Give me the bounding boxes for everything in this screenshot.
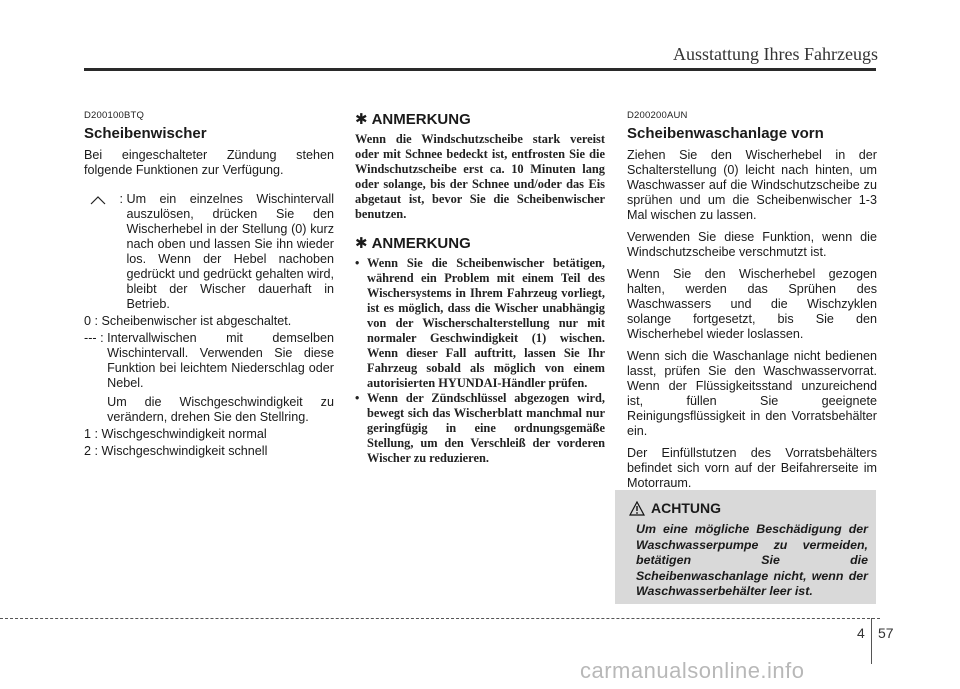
bullet-item: • Wenn Sie die Scheibenwischer betätigen, während ein Problem mit einem Teil des Wischersystems in Ihrem Fahrzeug vorliegt, ist es möglich, dass die Wischer unabhängig von der Wischerschalterstellung nur mit normaler Geschwindigkeit (1) wischen. Wenn dieser Fall auftritt, lassen Sie Ihr Fahrzeug sobald als möglich von einem autorisierten HYUNDAI-Händler prüfen. xyxy=(355,256,605,390)
list-extra-text: Um die Wischgeschwindigkeit zu verändern, drehen Sie den Stellring. xyxy=(107,395,334,424)
caution-title: ACHTUNG xyxy=(629,500,721,516)
chapter-number: 4 xyxy=(857,625,865,641)
note-bullets xyxy=(355,256,605,466)
list-item-off xyxy=(84,314,334,329)
footer-rule xyxy=(0,618,880,619)
list-key: --- : xyxy=(84,331,108,345)
caution-text: Um eine mögliche Beschädigung der Waschwasserpumpe zu vermeiden, betätigen Sie die Scheibenwaschanlage nicht, wenn der Waschwasserbehälter leer ist. xyxy=(636,522,868,598)
column-wipers xyxy=(84,110,334,461)
section-code: D200100BTQ xyxy=(84,110,145,121)
list-text: Um ein einzelnes Wischintervall auszulösen, drücken Sie den Wischerhebel in der Stellung (0) kurz nach oben und lassen Sie ihn wieder los. Wenn der Hebel nachoben gedrückt und gedrückt gehalten wird, bleibt der Wischer dauerhaft in Betrieb. xyxy=(126,192,334,311)
column-notes xyxy=(355,110,605,478)
paragraph: Der Einfüllstutzen des Vorratsbehälters befindet sich vorn auf der Beifahrerseite im Motorraum. xyxy=(627,446,877,490)
section-code: D200200AUN xyxy=(627,110,688,121)
note-text: Wenn die Windschutzscheibe stark vereist oder mit Schnee bedeckt ist, entfrosten Sie die Windschutzscheibe erst ca. 10 Minuten lang oder solange, bis der Schnee und/oder das Eis abgetaut ist, bevor Sie die Scheibenwischer benutzen. xyxy=(355,132,605,221)
paragraph: Ziehen Sie den Wischerhebel in der Schalterstellung (0) leicht nach hinten, um Waschwasser auf die Windschutzscheibe zu sprühen und um die Scheibenwischer 1-3 Mal wischen zu lassen. xyxy=(627,148,877,222)
list-text: Wischgeschwindigkeit schnell xyxy=(101,444,268,458)
list-text: Scheibenwischer ist abgeschaltet. xyxy=(101,314,292,328)
paragraph: Verwenden Sie diese Funktion, wenn die Windschutzscheibe verschmutzt ist. xyxy=(627,230,877,259)
list-item-mist xyxy=(84,192,334,312)
caution-box xyxy=(615,490,876,604)
note-star-icon: ✱ xyxy=(355,111,368,128)
page-number-divider xyxy=(871,618,872,664)
note-title: ✱ ANMERKUNG xyxy=(355,110,471,128)
intro-paragraph: Bei eingeschalteter Zündung stehen folgende Funktionen zur Verfügung. xyxy=(84,148,334,177)
note-star-icon: ✱ xyxy=(355,235,368,252)
paragraph: Wenn Sie den Wischerhebel gezogen halten, werden das Sprühen des Waschwassers und die Wischzyklen solange fortgesetzt, bis Sie den Wischerhebel wieder loslassen. xyxy=(627,267,877,341)
paragraph: Wenn sich die Waschanlage nicht bedienen lasst, prüfen Sie den Waschwasservorrat. Wenn der Flüssigkeitsstand unzureichend ist, füllen Sie geeignete Reinigungsflüssigkeit in den Vorratsbehälter ein. xyxy=(627,349,877,438)
warning-triangle-icon xyxy=(629,501,645,516)
list-text: Wischgeschwindigkeit normal xyxy=(101,427,267,441)
section-header-title: Ausstattung Ihres Fahrzeugs xyxy=(673,44,878,64)
page-number: 57 xyxy=(878,625,894,641)
bullet-dot-icon: • xyxy=(355,391,360,405)
list-item-fast xyxy=(84,444,334,459)
list-key: 2 : xyxy=(84,444,102,458)
section-title: Scheibenwaschanlage vorn xyxy=(627,125,824,142)
wiper-positions-list xyxy=(84,192,334,459)
list-key: : xyxy=(116,192,127,206)
bullet-item: • Wenn der Zündschlüssel abgezogen wird, bewegt sich das Wischerblatt manchmal nur geringfügig in eine ordnungsgemäße Stellung, um den Verschleiß der vorderen Wischer zu reduzieren. xyxy=(355,391,605,465)
watermark: carmanualsonline.info xyxy=(580,658,805,683)
list-item-interval xyxy=(84,331,334,425)
note-title: ✱ ANMERKUNG xyxy=(355,234,471,252)
list-text: Intervallwischen mit demselben Wischintervall. Verwenden Sie diese Funktion bei leichtem Niederschlag oder Nebel. xyxy=(107,331,334,390)
list-item-normal xyxy=(84,427,334,442)
list-key: 0 : xyxy=(84,314,102,328)
column-washer xyxy=(627,110,877,498)
header-rule xyxy=(84,68,876,71)
list-key: 1 : xyxy=(84,427,102,441)
mist-chevron-icon xyxy=(90,195,106,205)
section-title: Scheibenwischer xyxy=(84,125,207,142)
bullet-dot-icon: • xyxy=(355,256,360,270)
